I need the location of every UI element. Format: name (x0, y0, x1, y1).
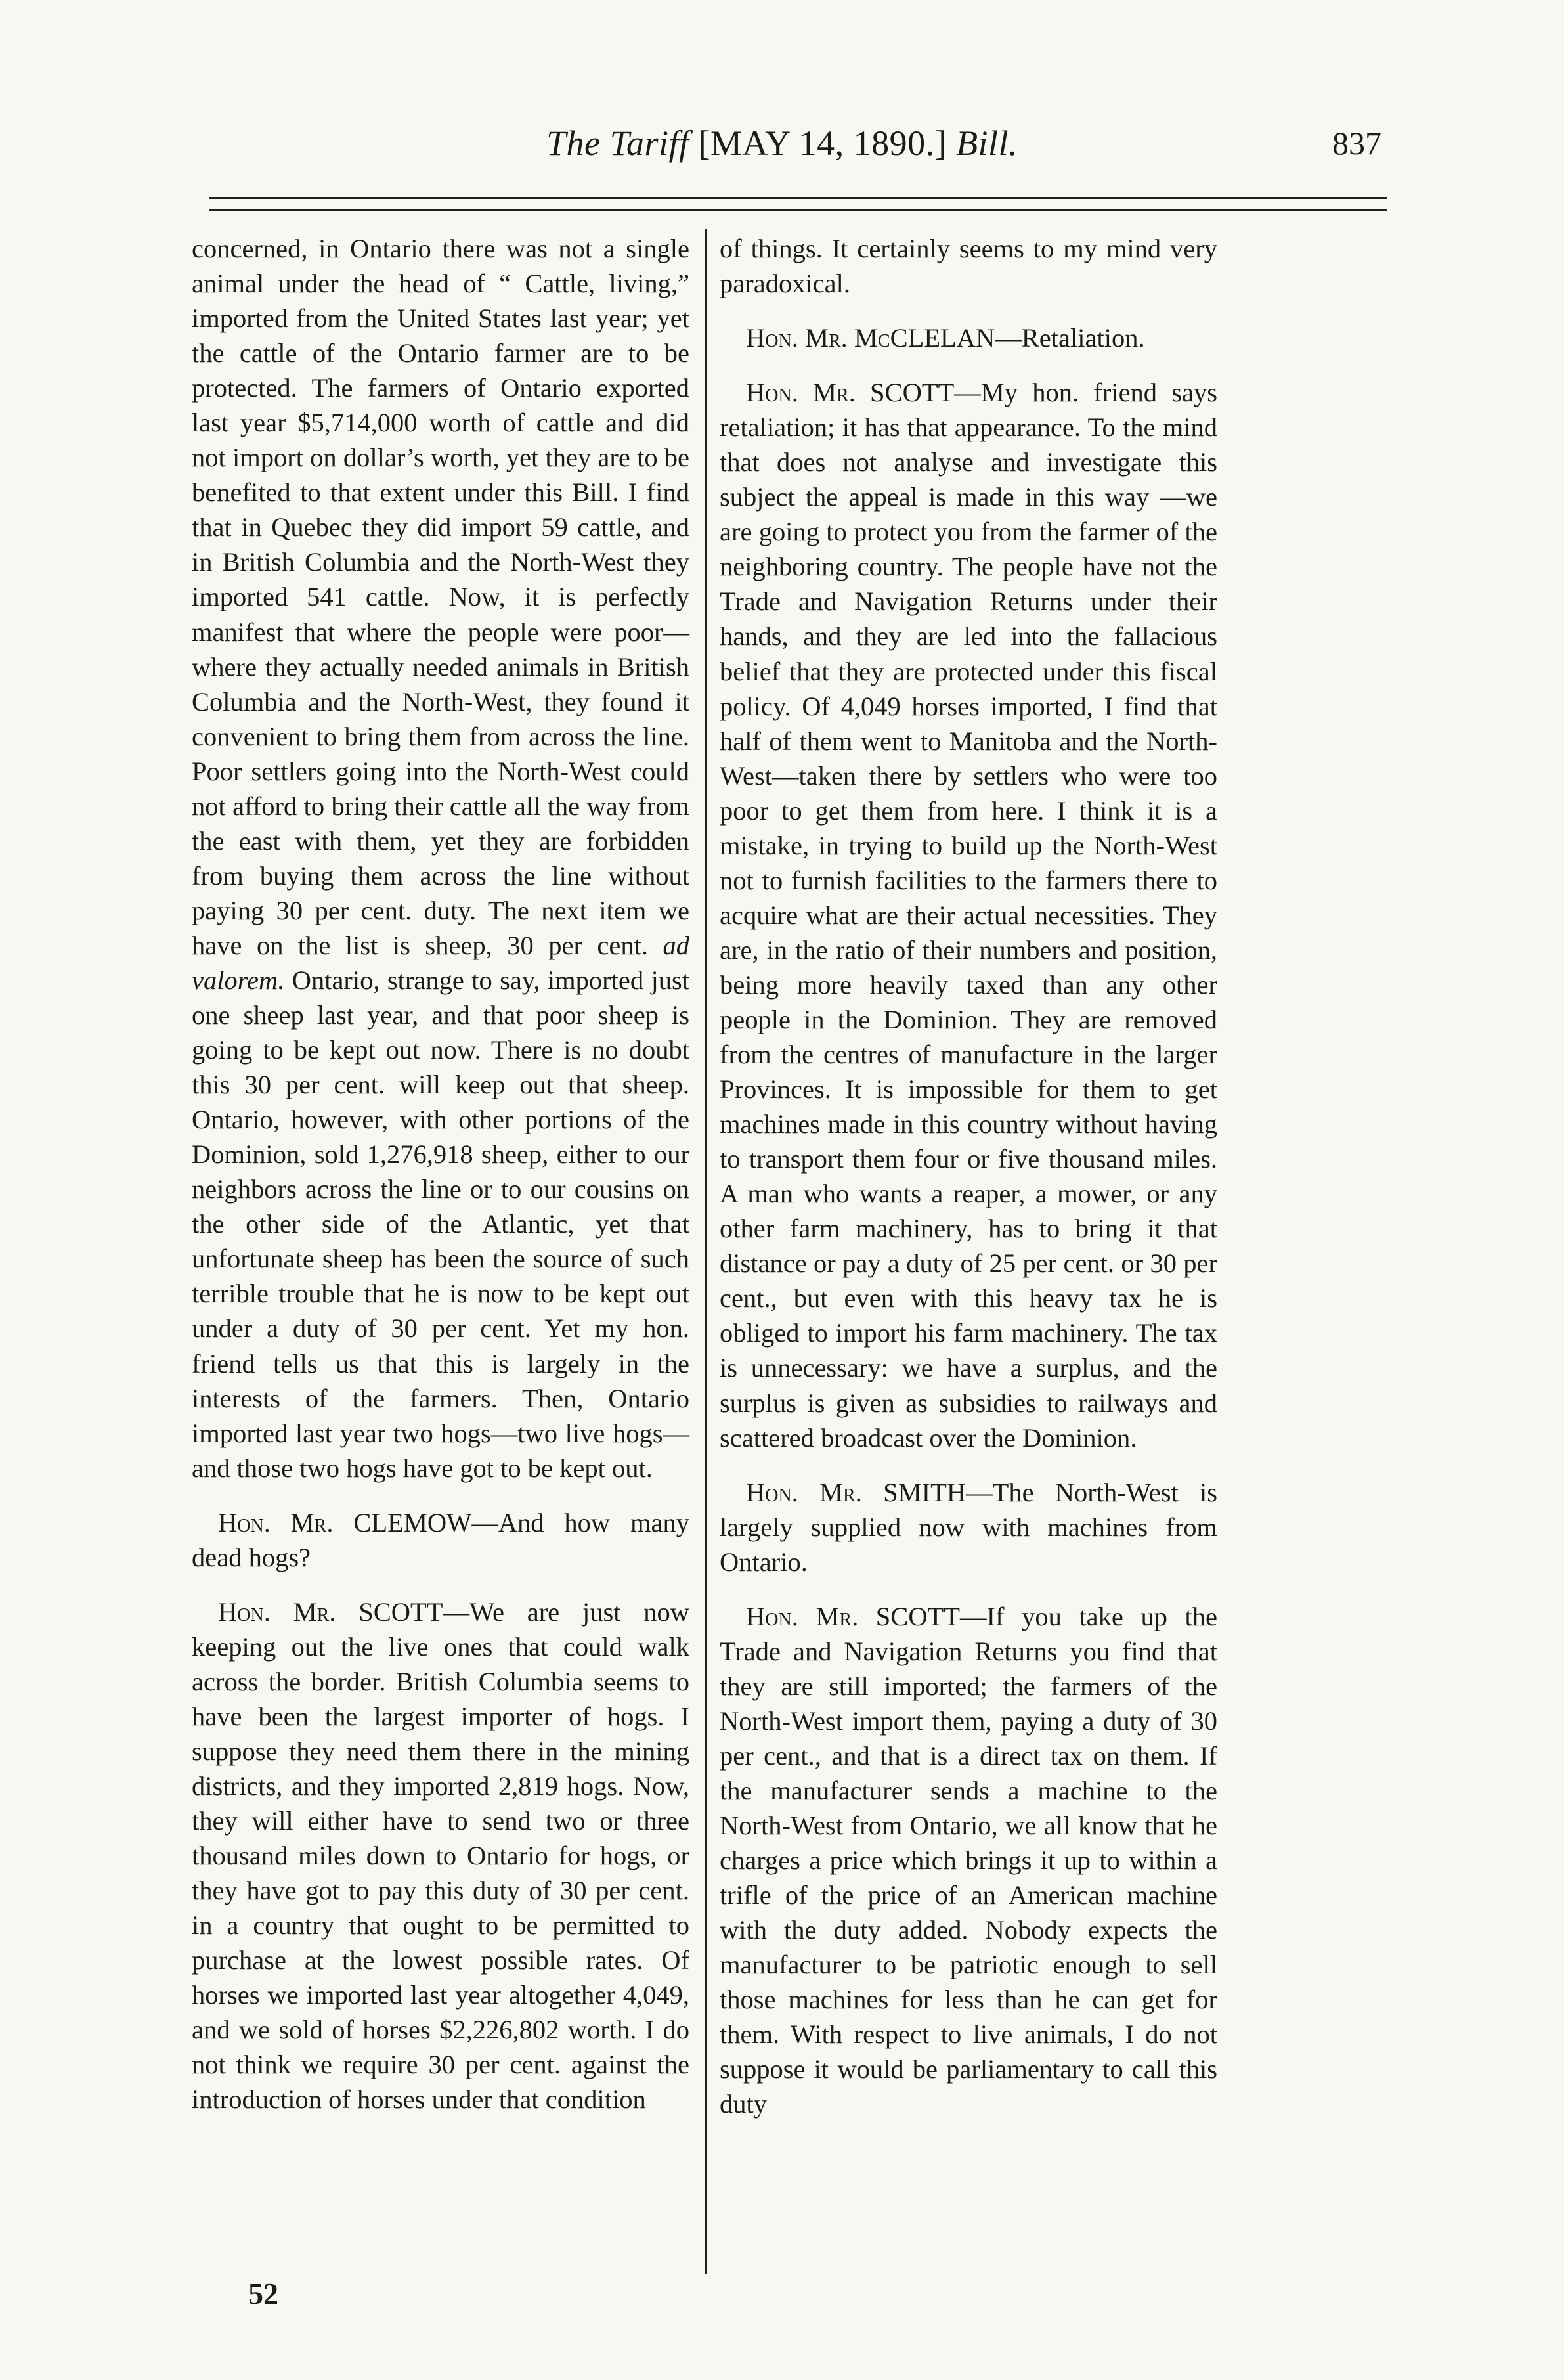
right-paragraph-1: of things. It certainly seems to my mind very paradoxical. (720, 234, 1217, 299)
left-paragraph-3 (192, 1595, 689, 2117)
left-p1-rest: Ontario, strange to say, imported just one sheep last year, and that poor sheep is going to be kept out now. There is no doubt this 30 per cent. will keep out that sheep. Ontario, however, with other portions of the Dominion, sold 1,276,918 sheep, either to our neighbors across the line or to our cousins on the other side of the Atlantic, yet that unfortunate sheep has been the source of such terrible trouble that he is now to be kept out under a duty of 30 per cent. Yet my hon. friend tells us that this is largely in the interests of the farmers. Then, Ontario imported last year two hogs—two live hogs—and those two hogs have got to be kept out. (192, 965, 689, 1483)
right-p2-text: —Retaliation. (995, 323, 1145, 353)
header-rule-top (209, 197, 1387, 199)
speaker-scott-left: Hon. Mr. SCOTT (218, 1597, 443, 1627)
right-column (720, 231, 1217, 2121)
header-rule-bottom (209, 209, 1387, 211)
speaker-clemow: Hon. Mr. CLEMOW (218, 1507, 472, 1537)
speaker-mcclelan: Hon. Mr. McCLELAN (746, 323, 995, 353)
title-part-1: The Tariff (546, 123, 689, 163)
right-p4-text: —The North-West is largely supplied now with machines from Ontario. (720, 1477, 1217, 1577)
speaker-scott-right-1: Hon. Mr. SCOTT (746, 378, 955, 408)
right-paragraph-2 (720, 320, 1217, 355)
session-date: [MAY 14, 1890.] (698, 123, 947, 163)
left-column (192, 231, 689, 2117)
left-p1-text: concerned, in Ontario there was not a single animal under the head of “ Cattle, living,” imported from the United States last year; yet the cattle of the Ontario farmer are to be protected. The farmers of Ontario exported last year $5,714,000 worth of cattle and did not import on dollar’s worth, yet they are to be benefited to that extent under this Bill. I find that in Quebec they did import 59 cattle, and in British Columbia and the North-West they imported 541 cattle. Now, it is perfectly manifest that where the people were poor—where they actually needed animals in British Columbia and the North-West, they found it convenient to bring them from across the line. Poor settlers going into the North-West could not afford to bring their cattle all the way from the east with them, yet they are forbidden from buying them across the line without paying 30 per cent. duty. The next item we have on the list is sheep, 30 per cent. (192, 234, 689, 960)
left-p2-text: —And how many dead hogs? (192, 1507, 689, 1572)
right-paragraph-3 (720, 375, 1217, 1455)
right-paragraph-5 (720, 1599, 1217, 2122)
page-number: 837 (1332, 125, 1381, 162)
left-paragraph-1 (192, 231, 689, 1486)
left-p3-text: —We are just now keeping out the live ones that could walk across the border. British Columbia seems to have been the largest importer of hogs. I suppose they need them there in the mining districts, and they imported 2,819 hogs. Now, they will either have to send two or three thousand miles down to Ontario for hogs, or they have got to pay this duty of 30 per cent. in a country that ought to be permitted to purchase at the lowest possible rates. Of horses we imported last year altogether 4,049, and we sold of horses $2,226,802 worth. I do not think we require 30 per cent. against the introduction of horses under that condition (192, 1597, 689, 2115)
running-header (0, 117, 1564, 169)
left-p1-italic: ad valorem. (192, 930, 690, 995)
speaker-scott-right-2: Hon. Mr. SCOTT (746, 1601, 961, 1631)
running-head-title (0, 117, 1564, 169)
right-paragraph-4 (720, 1475, 1217, 1579)
column-divider (705, 229, 707, 2274)
right-p3-text: —My hon. friend says retaliation; it has that appearance. To the mind that does not analyse and investigate this subject the appeal is made in this way —we are going to protect you from the farmer of the neighboring country. The people have not the Trade and Navigation Returns under their hands, and they are led into the fallacious belief that they are protected under this fiscal policy. Of 4,049 horses imported, I find that half of them went to Manitoba and the North-West—taken there by settlers who were too poor to get them from here. I think it is a mistake, in trying to build up the North-West not to furnish facilities to the farmers there to acquire what are their actual necessities. They are, in the ratio of their numbers and position, being more heavily taxed than any other people in the Dominion. They are removed from the centres of manufacture in the larger Provinces. It is impossible for them to get machines made in this country without having to transport them four or five thousand miles. A man who wants a reaper, a mower, or any other farm machinery, has to bring it that distance or pay a duty of 25 per cent. or 30 per cent., but even with this heavy tax he is obliged to import his farm machinery. The tax is unnecessary: we have a surplus, and the surplus is given as subsidies to railways and scattered broadcast over the Dominion. (720, 378, 1217, 1453)
speaker-smith: Hon. Mr. SMITH (746, 1477, 967, 1507)
signature-mark: 52 (248, 2277, 278, 2310)
right-p5-text: —If you take up the Trade and Navigation Returns you find that they are still imported; the farmers of the North-West import them, paying a duty of 30 per cent., and that is a direct tax on them. If the manufacturer sends a machine to the North-West from Ontario, we all know that he charges a price which brings it up to within a trifle of the price of an American machine with the duty added. Nobody expects the manufacturer to be patriotic enough to sell those machines for less than he can get for them. With respect to live animals, I do not suppose it would be parliamentary to call this duty (720, 1601, 1218, 2119)
title-part-2: Bill. (956, 123, 1018, 163)
left-paragraph-2 (192, 1505, 689, 1575)
